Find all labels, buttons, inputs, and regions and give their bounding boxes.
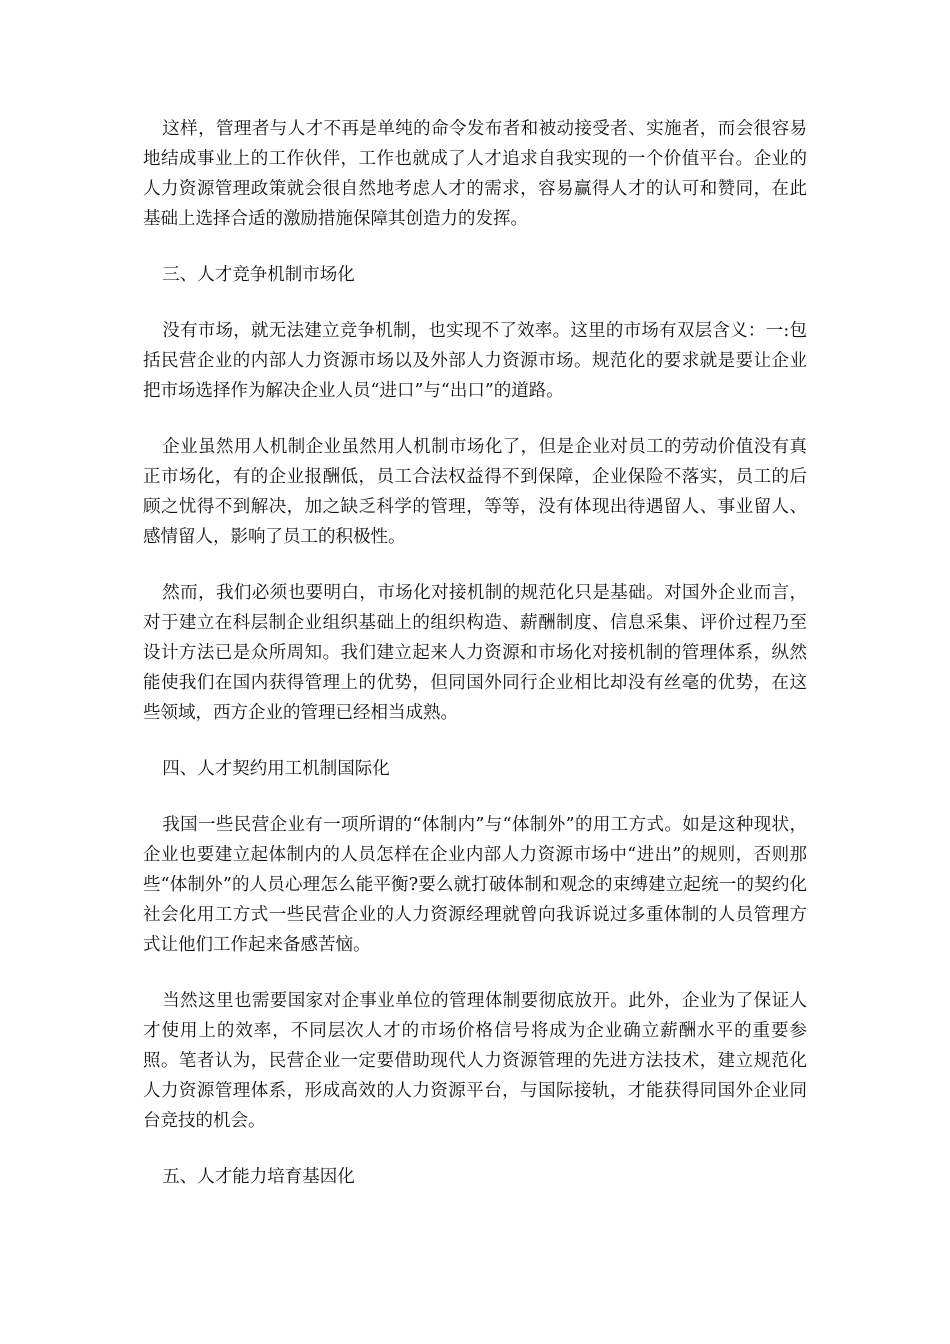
paragraph-market: 没有市场，就无法建立竞争机制，也实现不了效率。这里的市场有双层含义：一:包括民营企业的内部人力资源市场以及外部人力资源市场。规范化的要求就是要让企业把市场选择作为解决企业人员“进口”与“出口”的道路。 xyxy=(143,321,807,401)
paragraph-dual-system: 我国一些民营企业有一项所谓的“体制内”与“体制外”的用工方式。如是这种现状，企业也要建立起体制内的人员怎样在企业内部人力资源市场中“进出”的规则，否则那些“体制外”的人员心理怎么能平衡?要么就打破体制和观念的束缚建立起统一的契约化社会化用工方式一些民营企业的人力资源经理就曾向我诉说过多重体制的人员管理方式让他们工作起来备感苦恼。 xyxy=(143,815,807,955)
section-heading-4: 四、人才契约用工机制国际化 xyxy=(162,759,390,779)
paragraph-international: 当然这里也需要国家对企事业单位的管理体制要彻底放开。此外，企业为了保证人才使用上的效率，不同层次人才的市场价格信号将成为企业确立薪酬水平的重要参照。笔者认为，民营企业一定要借助现代人力资源管理的先进方法技术，建立规范化人力资源管理体系，形成高效的人力资源平台，与国际接轨，才能获得同国外企业同台竞技的机会。 xyxy=(143,991,807,1131)
paragraph-employment-mechanism: 企业虽然用人机制企业虽然用人机制市场化了，但是企业对员工的劳动价值没有真正市场化，有的企业报酬低，员工合法权益得不到保障，企业保险不落实，员工的后顾之忧得不到解决，加之缺乏科学的管理，等等，没有体现出待遇留人、事业留人、感情留人，影响了员工的积极性。 xyxy=(143,437,807,547)
paragraph-foreign-comparison: 然而，我们必须也要明白，市场化对接机制的规范化只是基础。对国外企业而言，对于建立在科层制企业组织基础上的组织构造、薪酬制度、信息采集、评价过程乃至设计方法已是众所周知。我们建立起来人力资源和市场化对接机制的管理体系，纵然能使我们在国内获得管理上的优势，但同国外同行企业相比却没有丝毫的优势，在这些领域，西方企业的管理已经相当成熟。 xyxy=(143,583,807,723)
section-heading-5: 五、人才能力培育基因化 xyxy=(162,1167,355,1187)
section-heading-3: 三、人才竞争机制市场化 xyxy=(162,265,355,285)
paragraph-partners: 这样，管理者与人才不再是单纯的命令发布者和被动接受者、实施者，而会很容易地结成事业上的工作伙伴，工作也就成了人才追求自我实现的一个价值平台。企业的人力资源管理政策就会很自然地考虑人才的需求，容易赢得人才的认可和赞同，在此基础上选择合适的激励措施保障其创造力的发挥。 xyxy=(143,119,807,229)
document-body xyxy=(143,114,807,1218)
